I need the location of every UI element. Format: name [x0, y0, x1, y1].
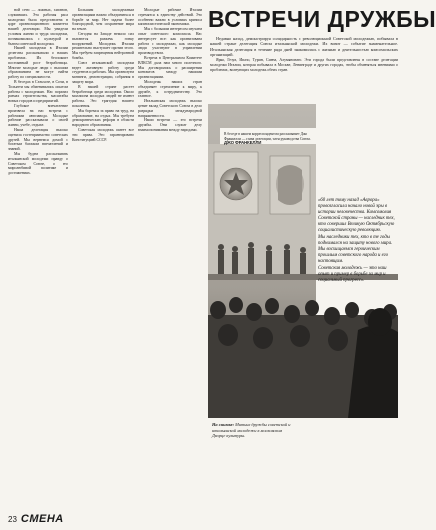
- article-headline: ВСТРЕЧИ ДРУЖБЫ: [208, 6, 436, 32]
- column-paragraph: Глубокое впечатление произвела на нас встреча с рабочими автозавода. Молодые рабочие рассказывали о своей жизни, учебе, отдыхе.: [8, 103, 68, 128]
- page-number: 23: [8, 514, 17, 524]
- column-paragraph: Встреча в Центральном Комитете ВЛКСМ дала нам много полезного. Мы договорились о расширении контактов между нашими организациями.: [138, 55, 202, 80]
- lead-paragraph: Недавно назад, демонстрируя солидарность с революционной Советской молодежью, побывала в нашей стране делегация Союза итальянской молодежи. Их визит — событие знаменательное. Итальянская делегация в течение ряда дней знакомилась с жизнью и деятельностью комсомольских организаций.: [210, 36, 398, 58]
- caption-text: Митинг дружбы советской и итальянской молодежи в московском Дворце культуры.: [212, 422, 291, 439]
- column-paragraph: Наши встречи — это встречи дружбы. Они служат делу взаимопонимания между народами.: [138, 118, 202, 132]
- quote-paragraph: Советская молодежь — это наш опыт и пример в борьбе за мир и социальный прогресс».: [318, 266, 387, 283]
- column-paragraph: Нашей молодежи в Италии делегаты рассказывали о наших проблемах. Их беспокоит постоянный рост безработицы. Многие молодые люди с высшим образованием не могут найти работу по специальности.: [8, 46, 68, 80]
- photo-caption: [212, 422, 292, 439]
- column-paragraph: ной сети — ложных, хиганов, служивших. Эта рабочая раса молодежи была представлена в ядре организационного комитета нашей делегации. Мы увидели условия жизни и труда молодежи, познакомились с культурой и бытом советской молодежи.: [8, 8, 68, 46]
- column-paragraph: Молодые рабочие Италии стремятся к единству действий. Это особенно важно в условиях кризиса капиталистической экономики.: [138, 8, 202, 27]
- column-paragraph: Мы боремся за право на труд, на образование, на отдых. Мы требуем демократических реформ в области народного образования.: [72, 108, 134, 128]
- text-column-1: [8, 8, 68, 508]
- magazine-logo: СМЕНА: [20, 513, 64, 525]
- column-paragraph: Советская молодежь имеет все эти права. Это гарантировано Конституцией СССР.: [72, 127, 134, 142]
- text-column-2: [72, 8, 134, 508]
- column-paragraph: Сегодня на Западе немало сил пытаются разжечь гонку вооружений. Молодежь Италии решительно выступает против этого. Мы требуем запрещения нейтронной бомбы.: [72, 31, 134, 60]
- byline-intro: В беседе в нашем корреспондентом рассказывает Джо Франкелли — глава делегации, член руководства Союза.: [224, 132, 311, 141]
- column-paragraph: Мы будем рассказывать итальянской молодежи правду о Советском Союзе, о его миролюбивой политике и достижениях.: [8, 151, 68, 176]
- quote-paragraph: «60 лет тому назад «Аврора» провозгласила начало новой эры в истории человечества. Комсомолия Советской страны — наследник тех, кто совершил Великую Октябрьскую социалистическую революцию.: [318, 198, 395, 233]
- column-paragraph: В нашей стране растет безработица среди молодежи. Около миллиона молодых людей не имеют работы. Это трагедия нашего поколения.: [72, 84, 134, 108]
- page-footer: [8, 511, 64, 527]
- column-paragraph: Молодежь наших стран объединяет стремление к миру, к дружбе, к сотрудничеству. Это главное.: [138, 79, 202, 99]
- byline-name: ДЖО ФРАНКЕЛЛИ: [224, 140, 262, 145]
- quote-paragraph: Мы наследники тех, кто в те годы поднимался на защиту нового мира. Мы восхищаемся героическим прошлым советского народа и его настоящим.: [318, 235, 393, 264]
- article-lead: [210, 36, 398, 74]
- caption-lead: На снимке:: [212, 422, 235, 427]
- column-paragraph: Союз итальянской молодежи ведет активную работу среди студентов и рабочих. Мы организуем митинги, демонстрации, собрания в защиту мира.: [72, 60, 134, 84]
- text-column-3: [138, 8, 202, 508]
- column-paragraph: Наша делегация высоко оценила гостеприимство советских друзей. Мы вернемся домой с богатым багажом впечатлений и знаний.: [8, 127, 68, 152]
- lead-paragraph: Ярко, Гезуа, Ипазо, Турин, Сиена, Алумяновато. Эти города были представлены в составе делегации молодежи Италии, которая побывала в Москве, Ленинграде и других городах, чтобы обменяться мнениями о проблемах, волнующих молодежь обеих стран.: [210, 57, 398, 73]
- column-paragraph: Большим молодежным организациям важно объединиться в борьбе за мир. Нет задачи более благородной, чем сохранение мира на земле.: [72, 8, 134, 32]
- column-paragraph: Мы с большим интересом изучаем опыт советского комсомола. Нас интересует все: как организована работа с молодежью, как молодые люди участвуют в управлении производством.: [138, 27, 202, 56]
- pull-quote: [318, 198, 398, 285]
- column-paragraph: В беседах в Сельхозе, в Сочи, в Тольятти мы обменивались опытом работы с молодежью. Нас поразил размах строительства, масштабы новых городов и предприятий.: [8, 79, 68, 104]
- column-paragraph: Итальянская молодежь высоко ценит вклад Советского Союза в дело разрядки международной напряженности.: [138, 99, 202, 118]
- byline: [224, 132, 320, 146]
